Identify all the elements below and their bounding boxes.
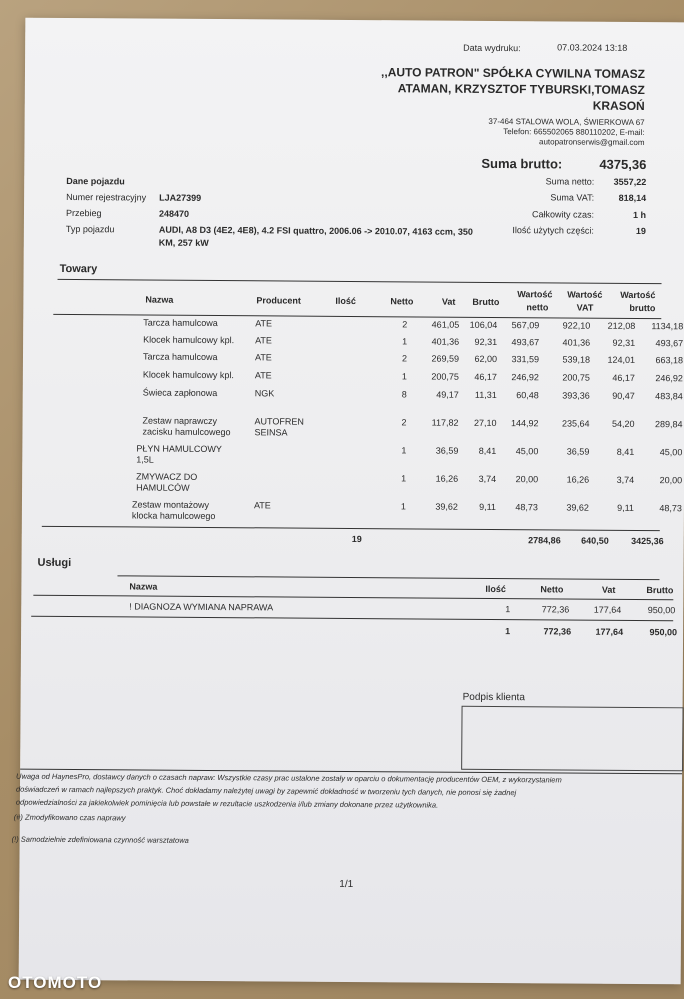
services-total-qty: 1 <box>505 626 511 637</box>
goods-cell-value-brutto: 663,18 <box>655 355 684 366</box>
footer-note-5: (!) Samodzielnie zdefiniowana czynność warsztatowa <box>11 834 189 845</box>
goods-cell-producer: AUTOFREN <box>254 416 304 427</box>
company-email: autopatronserwis@gmail.com <box>538 137 645 148</box>
footer-note-4: (#) Zmodyfikowano czas naprawy <box>13 812 126 823</box>
service-brutto: 950,00 <box>647 605 676 616</box>
goods-cell-name: PŁYN HAMULCOWY <box>136 443 222 455</box>
goods-cell-qty: 1 <box>401 473 407 484</box>
signature-box <box>461 706 683 772</box>
goods-cell-qty: 1 <box>401 371 407 382</box>
goods-cell-name: Klocek hamulcowy kpl. <box>142 369 234 381</box>
goods-cell-name: Tarcza hamulcowa <box>142 351 218 363</box>
goods-cell-name-line2: zacisku hamulcowego <box>142 426 231 438</box>
goods-cell-value-vat: 124,01 <box>607 354 636 365</box>
footer-note-2: doświadczeń w ramach najlepszych praktyk. Choć dokładamy należytej uwagi by zapewnić dokładność w tworzeniu tych danych, nie ponosi się żadnej <box>15 784 517 798</box>
vehicle-type-label: Typ pojazdu <box>65 223 115 235</box>
company-phone: Telefon: 665502065 880110202, E-mail: <box>503 127 645 138</box>
goods-cell-netto: 269,59 <box>431 353 460 364</box>
goods-total-vat: 640,50 <box>581 535 609 546</box>
total-time-value: 1 h <box>632 209 647 221</box>
goods-cell-brutto: 144,92 <box>510 418 539 429</box>
goods-cell-netto: 16,26 <box>435 473 459 484</box>
services-header-brutto: Brutto <box>646 585 674 596</box>
goods-cell-brutto: 246,92 <box>511 372 539 383</box>
goods-cell-netto: 117,82 <box>431 417 459 428</box>
service-qty: 1 <box>505 604 511 615</box>
goods-cell-value-brutto: 48,73 <box>659 503 682 514</box>
goods-cell-producer: ATE <box>254 370 272 381</box>
goods-cell-vat: 106,04 <box>469 319 498 331</box>
goods-total-netto: 2784,86 <box>528 535 561 546</box>
reg-number-value: LJA27399 <box>159 192 202 203</box>
goods-cell-value-netto: 39,62 <box>566 502 589 513</box>
sum-vat-label: Suma VAT: <box>550 192 595 203</box>
goods-cell-value-vat: 9,11 <box>617 502 634 513</box>
footer-note-3: odpowiedzialności za jakiekolwiek pominięcia lub powstałe w rezultacie uszkodzenia i/lub zmiany dokonane przez użytkownika. <box>15 797 439 810</box>
goods-cell-value-brutto: 289,84 <box>654 419 683 430</box>
goods-cell-value-netto: 401,36 <box>562 337 591 348</box>
print-date: 07.03.2024 13:18 <box>557 42 628 53</box>
goods-cell-netto: 49,17 <box>436 389 459 400</box>
print-date-label: Data wydruku: <box>463 42 521 54</box>
goods-header-wbrutto-1: Wartość <box>620 289 656 301</box>
goods-bottom-rule <box>42 526 660 531</box>
goods-cell-value-netto: 235,64 <box>561 418 590 429</box>
goods-cell-name-line2: 1,5L <box>136 454 154 465</box>
goods-cell-vat: 92,31 <box>474 336 498 348</box>
goods-cell-qty: 2 <box>401 417 407 428</box>
goods-cell-netto: 461,05 <box>431 319 460 330</box>
goods-cell-brutto: 20,00 <box>515 474 539 485</box>
otomoto-watermark: OTOMOTO <box>8 973 103 992</box>
goods-cell-vat: 46,17 <box>474 371 497 383</box>
services-header-rule <box>33 595 673 600</box>
company-name-line3: KRASOŃ <box>592 98 645 114</box>
goods-cell-name: Zestaw montażowy <box>131 499 210 510</box>
goods-cell-value-vat: 8,41 <box>616 446 635 457</box>
services-top-rule <box>117 575 659 580</box>
goods-cell-qty: 2 <box>402 319 408 330</box>
service-name: ! DIAGNOZA WYMIANA NAPRAWA <box>129 601 274 613</box>
sum-netto-value: 3557,22 <box>613 176 647 188</box>
goods-cell-value-vat: 3,74 <box>616 474 635 485</box>
goods-cell-name-line2: klocka hamulcowego <box>131 510 216 522</box>
goods-cell-value-netto: 16,26 <box>566 474 590 485</box>
goods-cell-value-brutto: 483,84 <box>655 391 683 402</box>
goods-header-name: Nazwa <box>145 294 174 305</box>
goods-cell-value-brutto: 1134,18 <box>651 321 684 332</box>
goods-cell-vat: 8,41 <box>478 445 497 456</box>
vehicle-type-line1: AUDI, A8 D3 (4E2, 4E8), 4.2 FSI quattro, 2006.06 -> 2010.07, 4163 ccm, 350 <box>158 224 474 237</box>
services-bottom-rule <box>31 616 673 621</box>
goods-title: Towary <box>59 262 98 276</box>
page-number: 1/1 <box>339 878 354 891</box>
company-address: 37-464 STALOWA WOLA, ŚWIERKOWA 67 <box>488 116 645 128</box>
goods-cell-vat: 27,10 <box>473 417 497 429</box>
goods-cell-value-netto: 393,36 <box>562 390 590 401</box>
goods-cell-vat: 3,74 <box>478 473 497 484</box>
goods-cell-value-brutto: 45,00 <box>659 447 683 458</box>
goods-cell-value-netto: 539,18 <box>562 354 591 365</box>
goods-cell-name: Tarcza hamulcowa <box>143 317 218 329</box>
goods-cell-producer: NGK <box>254 388 275 399</box>
signature-label: Podpis klienta <box>462 691 525 704</box>
goods-cell-name-line2: HAMULCÓW <box>136 482 190 493</box>
goods-cell-value-brutto: 20,00 <box>659 475 683 486</box>
services-header-vat: Vat <box>601 584 616 595</box>
sum-netto-label: Suma netto: <box>545 176 595 187</box>
company-name-line1: ,,AUTO PATRON" SPÓŁKA CYWILNA TOMASZ <box>381 65 646 82</box>
total-time-label: Całkowity czas: <box>531 209 595 220</box>
reg-number-label: Numer rejestracyjny <box>66 191 147 203</box>
goods-cell-name: Klocek hamulcowy kpl. <box>143 334 235 346</box>
goods-cell-netto: 36,59 <box>435 445 459 456</box>
goods-total-qty: 19 <box>351 533 362 545</box>
goods-header-wvat-2: VAT <box>576 302 594 313</box>
service-vat: 177,64 <box>593 604 622 615</box>
goods-header-wnetto-2: netto <box>526 302 549 313</box>
goods-top-rule <box>58 279 662 284</box>
goods-cell-producer: ATE <box>253 500 271 511</box>
goods-cell-value-brutto: 246,92 <box>655 373 683 384</box>
footer-note-1: Uwaga od HaynesPro, dostawcy danych o czasach napraw: Wszystkie czasy prac ustalone zostały w oparciu o dokumentację producentów OEM, z wykorzystaniem <box>16 771 562 785</box>
goods-cell-brutto: 331,59 <box>511 354 540 365</box>
services-header-netto: Netto <box>540 584 564 595</box>
services-total-vat: 177,64 <box>595 626 624 637</box>
goods-cell-vat: 9,11 <box>479 501 496 512</box>
vehicle-type-line2: KM, 257 kW <box>158 237 209 248</box>
goods-cell-netto: 39,62 <box>435 501 458 512</box>
services-total-netto: 772,36 <box>543 626 572 637</box>
sum-vat-value: 818,14 <box>618 192 647 204</box>
goods-cell-producer: ATE <box>254 352 272 363</box>
goods-cell-brutto: 567,09 <box>511 320 540 331</box>
goods-cell-brutto: 493,67 <box>511 337 540 348</box>
goods-cell-brutto: 60,48 <box>516 390 539 401</box>
goods-cell-vat: 11,31 <box>474 389 497 401</box>
goods-header-brutto: Brutto <box>472 296 500 308</box>
goods-cell-brutto: 45,00 <box>515 446 539 457</box>
goods-cell-name: Zestaw naprawczy <box>142 415 218 427</box>
goods-cell-producer: ATE <box>255 318 273 329</box>
parts-count-label: Ilość użytych części: <box>512 225 594 236</box>
goods-cell-qty: 8 <box>401 389 407 400</box>
goods-cell-value-vat: 212,08 <box>607 320 636 331</box>
goods-cell-name: Świeca zapłonowa <box>142 387 218 399</box>
sum-brutto-value: 4375,36 <box>599 156 647 173</box>
goods-cell-name: ZMYWACZ DO <box>136 471 198 482</box>
goods-cell-qty: 1 <box>400 501 406 512</box>
goods-cell-value-netto: 36,59 <box>566 446 590 457</box>
goods-cell-qty: 1 <box>402 336 408 347</box>
goods-cell-value-vat: 46,17 <box>612 372 635 383</box>
service-netto: 772,36 <box>541 604 570 615</box>
mileage-label: Przebieg <box>65 207 102 219</box>
goods-cell-producer: ATE <box>255 335 272 346</box>
goods-cell-value-netto: 200,75 <box>562 372 590 383</box>
mileage-value: 248470 <box>158 208 190 219</box>
goods-cell-netto: 401,36 <box>431 336 460 347</box>
services-title: Usługi <box>37 556 72 570</box>
goods-header-qty: Ilość <box>335 295 356 307</box>
goods-header-vat: Vat <box>441 296 456 307</box>
company-name-line2: ATAMAN, KRZYSZTOF TYBURSKI,TOMASZ <box>397 81 645 98</box>
goods-cell-qty: 1 <box>401 445 407 456</box>
goods-cell-value-vat: 92,31 <box>612 337 636 348</box>
goods-cell-value-vat: 90,47 <box>612 390 635 401</box>
goods-header-wbrutto-2: brutto <box>629 302 656 314</box>
goods-total-brutto: 3425,36 <box>631 535 664 547</box>
goods-header-wnetto-1: Wartość <box>517 289 553 300</box>
goods-cell-value-vat: 54,20 <box>611 418 635 429</box>
goods-header-wvat-1: Wartość <box>567 289 603 300</box>
goods-cell-value-brutto: 493,67 <box>655 338 684 349</box>
goods-cell-qty: 2 <box>401 353 408 364</box>
goods-cell-producer-line2: SEINSA <box>254 427 288 438</box>
goods-cell-netto: 200,75 <box>431 371 459 382</box>
services-total-brutto: 950,00 <box>649 627 678 638</box>
invoice-page <box>11 18 684 985</box>
goods-header-producer: Producent <box>256 295 301 306</box>
goods-header-netto: Netto <box>390 296 414 307</box>
vehicle-section-label: Dane pojazdu <box>66 175 125 187</box>
parts-count-value: 19 <box>635 225 646 237</box>
services-header-name: Nazwa <box>129 581 158 592</box>
sum-brutto-label: Suma brutto: <box>481 155 563 172</box>
goods-cell-brutto: 48,73 <box>515 502 538 513</box>
goods-cell-value-netto: 922,10 <box>562 320 591 331</box>
goods-cell-vat: 62,00 <box>474 353 498 365</box>
services-header-qty: Ilość <box>485 583 506 595</box>
